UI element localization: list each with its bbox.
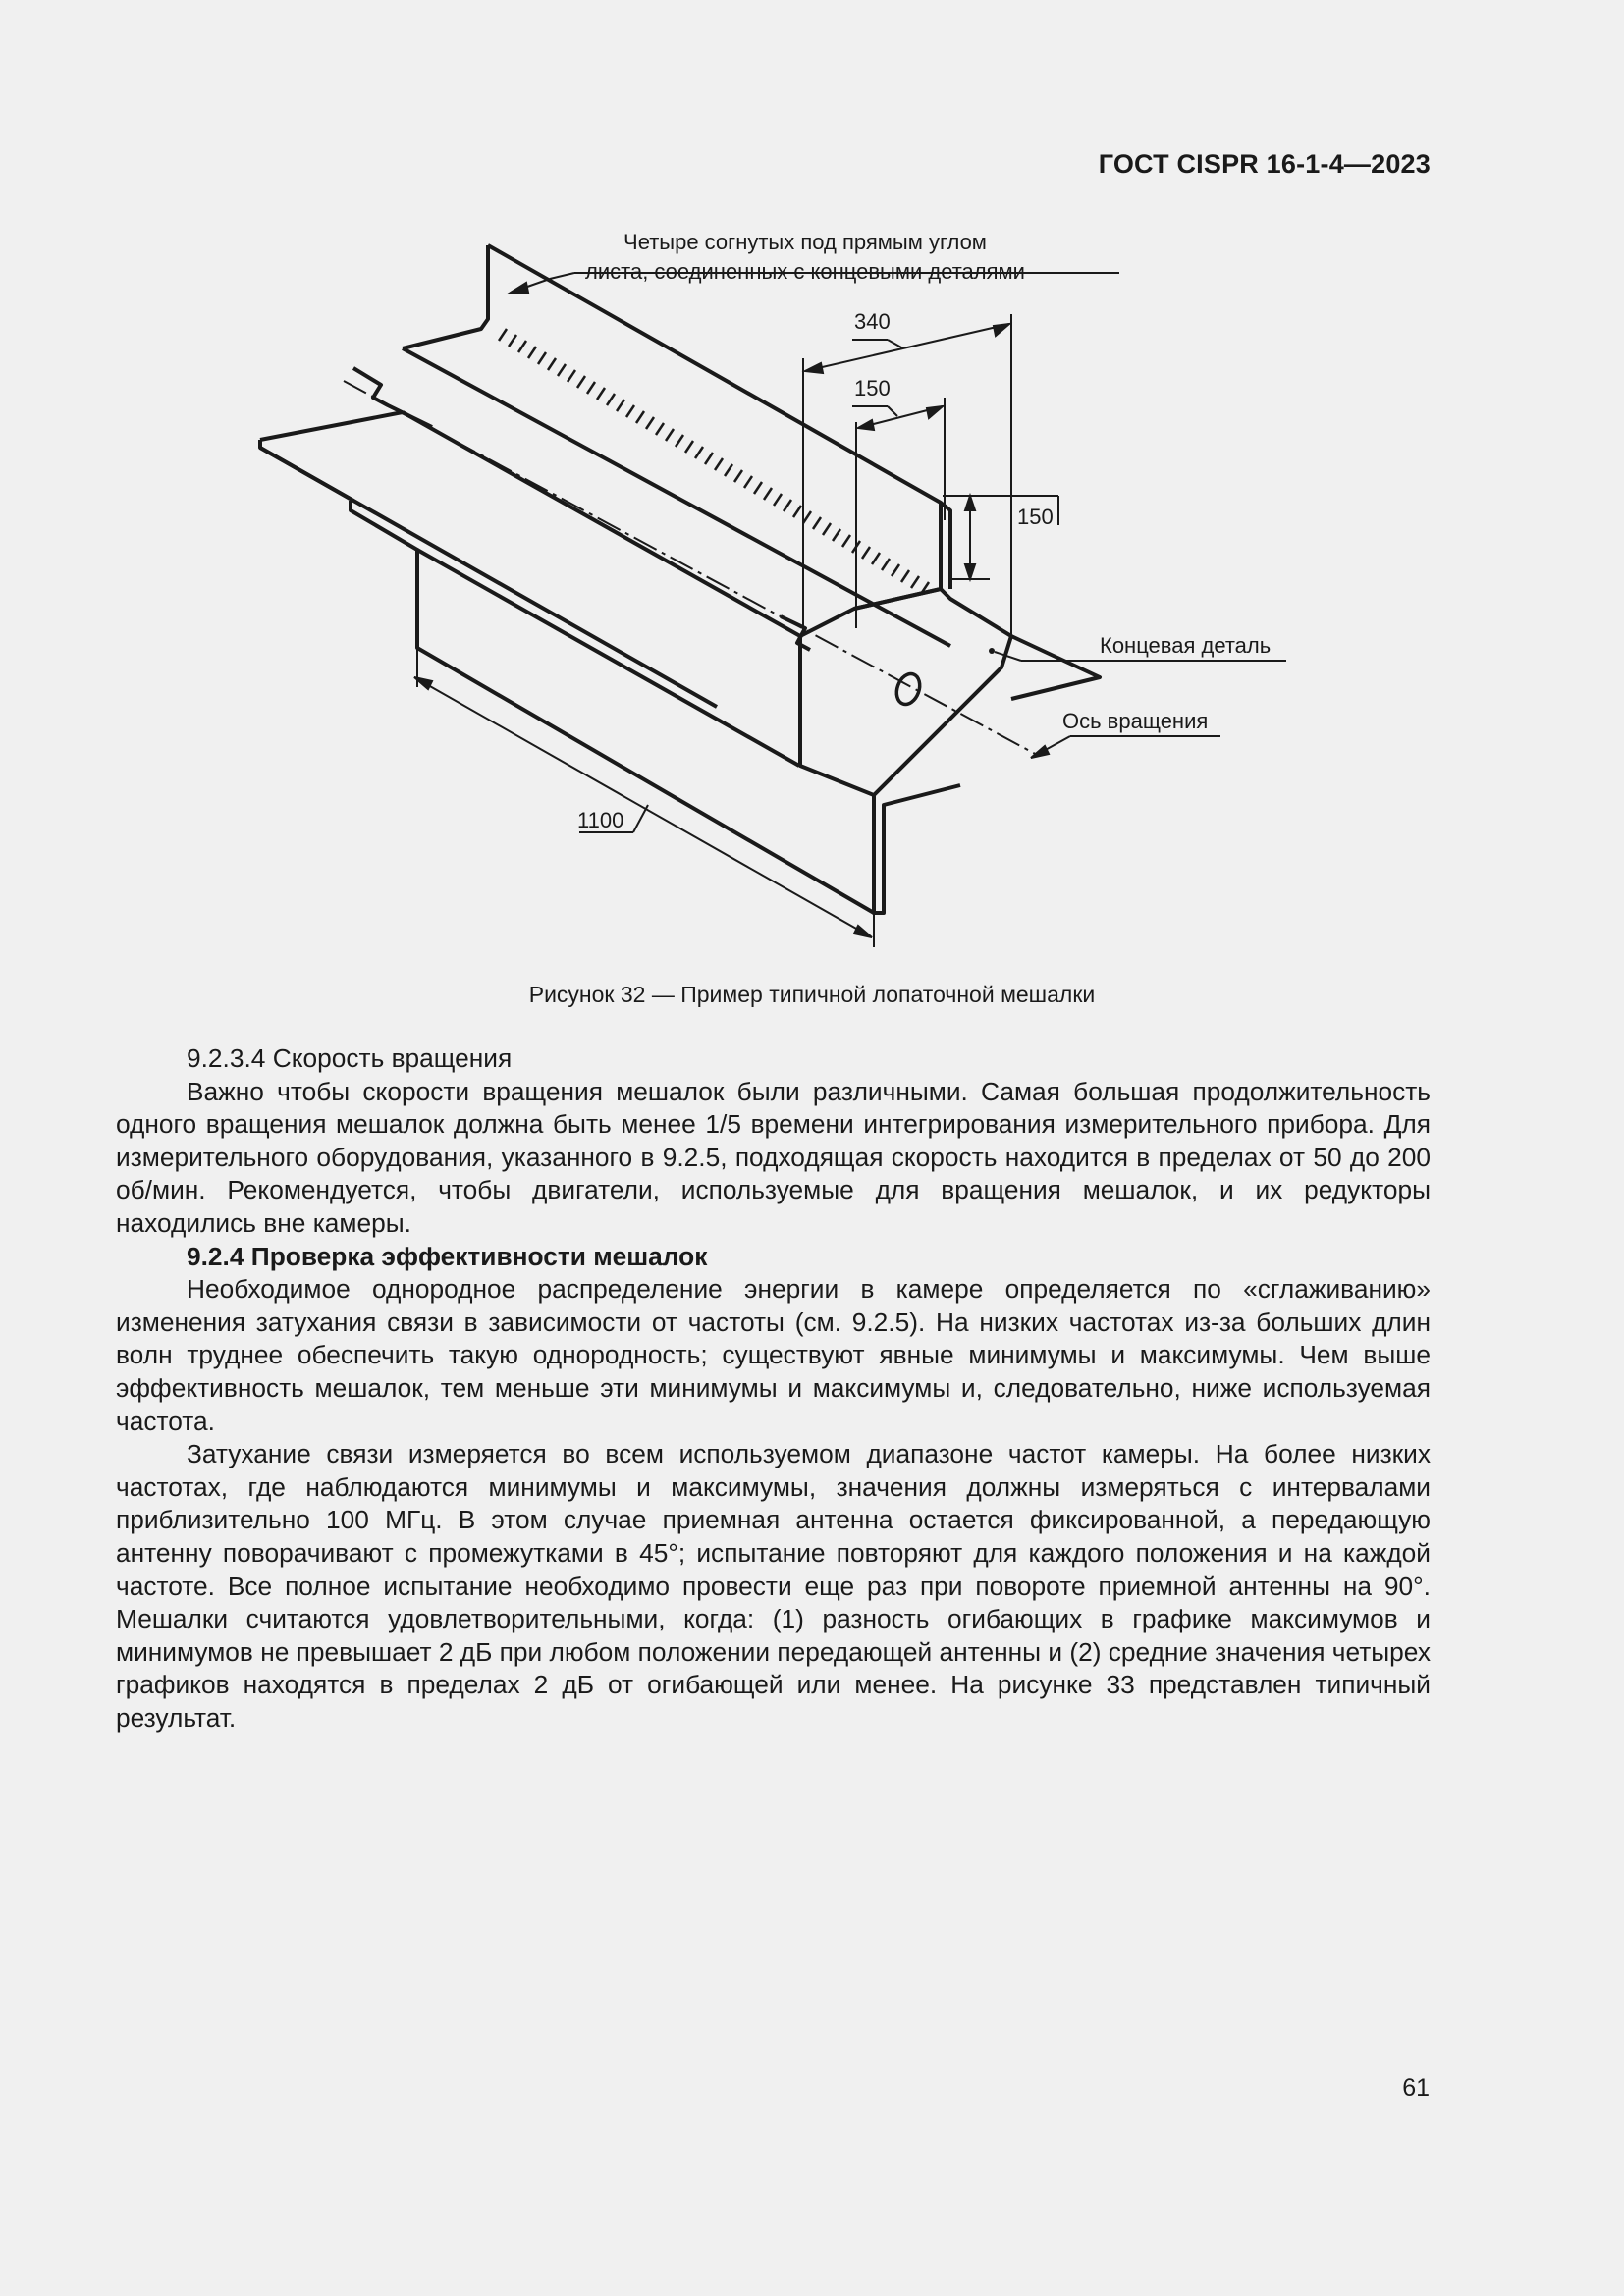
paragraph-rotation-speed: Важно чтобы скорости вращения мешалок были различными. Самая большая продолжительность одного вращения мешалок должна быть менее 1/5 времени интегрирования измерительного прибора. Для измерительного оборудования, указанного в 9.2.5, подходящая скорость находится в пределах от 50 до 200 об/мин. Рекомендуется, чтобы двигатели, используемые для вращения мешалок, и их редукторы находились вне камеры. <box>116 1076 1431 1238</box>
paddle-stirrer-drawing <box>245 216 1306 962</box>
document-header: ГОСТ CISPR 16-1-4—2023 <box>1098 149 1431 179</box>
label-rotation-axis: Ось вращения <box>1062 709 1209 733</box>
page-number: 61 <box>1402 2074 1430 2102</box>
label-sheets-line2: листа, соединенных с концевыми деталями <box>585 259 1025 284</box>
dim-150-vertical: 150 <box>1017 505 1054 529</box>
paragraph-energy-distribution: Необходимое однородное распределение энергии в камере определяется по «сглаживанию» изменения затухания связи в зависимости от частоты (см. 9.2.5). На низких частотах из-за больших длин волн труднее обеспечить такую однородность; существуют явные минимумы и максимумы. Чем выше эффективность мешалок, тем меньше эти минимумы и максимумы и, следовательно, ниже используемая частота. <box>116 1274 1431 1436</box>
body-text <box>116 1042 1431 1735</box>
figure-caption: Рисунок 32 — Пример типичной лопаточной мешалки <box>528 982 1096 1007</box>
label-sheets-line1: Четыре согнутых под прямым углом <box>623 230 987 254</box>
section-9-2-3-4-title: 9.2.3.4 Скорость вращения <box>187 1043 513 1073</box>
axis-hole <box>893 670 924 708</box>
paddle-stirrer-figure <box>245 216 1306 962</box>
paragraph-coupling-attenuation: Затухание связи измеряется во всем используемом диапазоне частот камеры. На более низких частотах, где наблюдаются минимумы и максимумы, значения должны измеряться с интервалами приблизительно 100 МГц. В этом случае приемная антенна остается фиксированной, а передающую антенну поворачивают с промежутками в 45°; испытание повторяют для каждого положения и на каждой частоте. Все полное испытание необходимо провести еще раз при повороте приемной антенны на 90°. Мешалки считаются удовлетворительными, когда: (1) разность огибающих в графике максимумов и минимумов не превышает 2 дБ при любом положении передающей антенны и (2) средние значения четырех графиков находятся в пределах 2 дБ от огибающей или менее. На рисунке 33 представлен типичный результат. <box>116 1439 1431 1733</box>
label-end-part: Концевая деталь <box>1100 633 1272 658</box>
dim-340: 340 <box>854 309 891 334</box>
section-9-2-4-heading: 9.2.4 Проверка эффективности мешалок <box>187 1241 708 1271</box>
dim-1100: 1100 <box>577 808 624 832</box>
dim-150-horizontal: 150 <box>854 376 891 400</box>
